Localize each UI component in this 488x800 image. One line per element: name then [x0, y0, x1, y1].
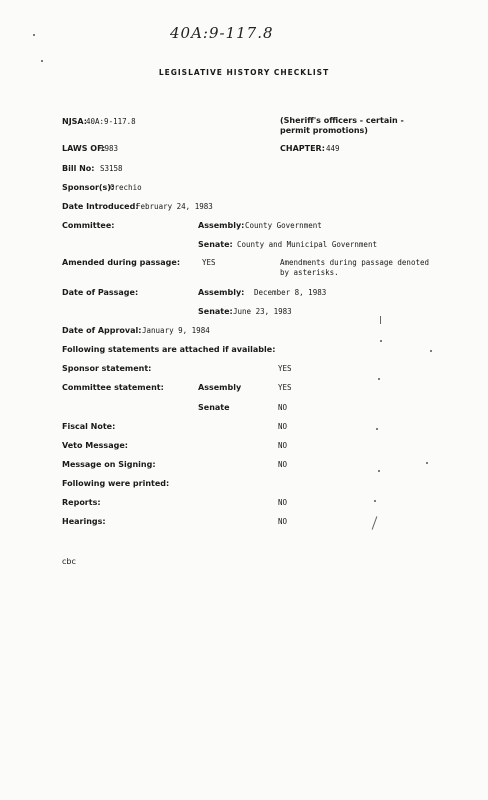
laws-of-value: 1983 [100, 144, 119, 153]
scan-speck [33, 34, 35, 36]
subject-line-2: permit promotions) [280, 126, 368, 135]
scan-mark [372, 516, 378, 529]
committee-statement-senate-value: NO [278, 403, 288, 412]
committee-statement-assembly-value: YES [278, 383, 292, 392]
reports-value: NO [278, 498, 288, 507]
handwritten-statute-number: 40A:9-117.8 [170, 24, 274, 42]
sponsors-label: Sponsor(s): [62, 183, 115, 192]
fiscal-note-label: Fiscal Note: [62, 422, 116, 431]
amended-note-line-2: by asterisks. [280, 268, 339, 277]
scan-speck [378, 470, 380, 472]
chapter-label: CHAPTER: [280, 144, 325, 153]
committee-assembly-value: County Government [245, 221, 322, 230]
scan-mark [380, 316, 381, 324]
bill-no-label: Bill No: [62, 164, 95, 173]
date-introduced-value: February 24, 1983 [136, 202, 213, 211]
committee-label: Committee: [62, 221, 115, 230]
committee-statement-assembly-label: Assembly [198, 383, 242, 392]
date-of-approval-label: Date of Approval: [62, 326, 142, 335]
hearings-value: NO [278, 517, 288, 526]
bill-no-value: S3158 [100, 164, 123, 173]
scan-speck [380, 340, 382, 342]
scan-speck [376, 428, 378, 430]
amended-label: Amended during passage: [62, 258, 181, 267]
scan-speck [430, 350, 432, 352]
printed-heading: Following were printed: [62, 479, 170, 488]
veto-message-label: Veto Message: [62, 441, 128, 450]
hearings-label: Hearings: [62, 517, 106, 526]
scan-speck [41, 60, 43, 62]
subject-line-1: (Sheriff's officers - certain - [280, 116, 404, 125]
passage-assembly-value: December 8, 1983 [254, 288, 327, 297]
page-title: LEGISLATIVE HISTORY CHECKLIST [158, 68, 330, 77]
date-of-approval-value: January 9, 1984 [142, 326, 210, 335]
message-on-signing-label: Message on Signing: [62, 460, 156, 469]
initials: cbc [62, 557, 76, 566]
committee-statement-senate-label: Senate [198, 403, 230, 412]
committee-senate-value: County and Municipal Government [237, 240, 377, 249]
scan-speck [378, 378, 380, 380]
passage-senate-label: Senate: [198, 307, 233, 316]
chapter-value: 449 [326, 144, 340, 153]
fiscal-note-value: NO [278, 422, 288, 431]
njsa-label: NJSA: [62, 117, 87, 126]
laws-of-label: LAWS OF: [62, 144, 106, 153]
committee-statement-label: Committee statement: [62, 383, 164, 392]
passage-assembly-label: Assembly: [198, 288, 245, 297]
scan-speck [374, 500, 376, 502]
attached-heading: Following statements are attached if available: [62, 345, 276, 354]
veto-message-value: NO [278, 441, 288, 450]
committee-senate-label: Senate: [198, 240, 233, 249]
scan-speck [426, 462, 428, 464]
sponsor-statement-label: Sponsor statement: [62, 364, 152, 373]
amended-note-line-1: Amendments during passage denoted [280, 258, 430, 267]
njsa-value: 40A:9-117.8 [86, 117, 136, 126]
sponsors-value: Orechio [110, 183, 142, 192]
reports-label: Reports: [62, 498, 101, 507]
passage-senate-value: June 23, 1983 [233, 307, 292, 316]
sponsor-statement-value: YES [278, 364, 292, 373]
date-introduced-label: Date Introduced: [62, 202, 139, 211]
message-on-signing-value: NO [278, 460, 288, 469]
amended-value: YES [202, 258, 216, 267]
committee-assembly-label: Assembly: [198, 221, 245, 230]
date-of-passage-label: Date of Passage: [62, 288, 139, 297]
